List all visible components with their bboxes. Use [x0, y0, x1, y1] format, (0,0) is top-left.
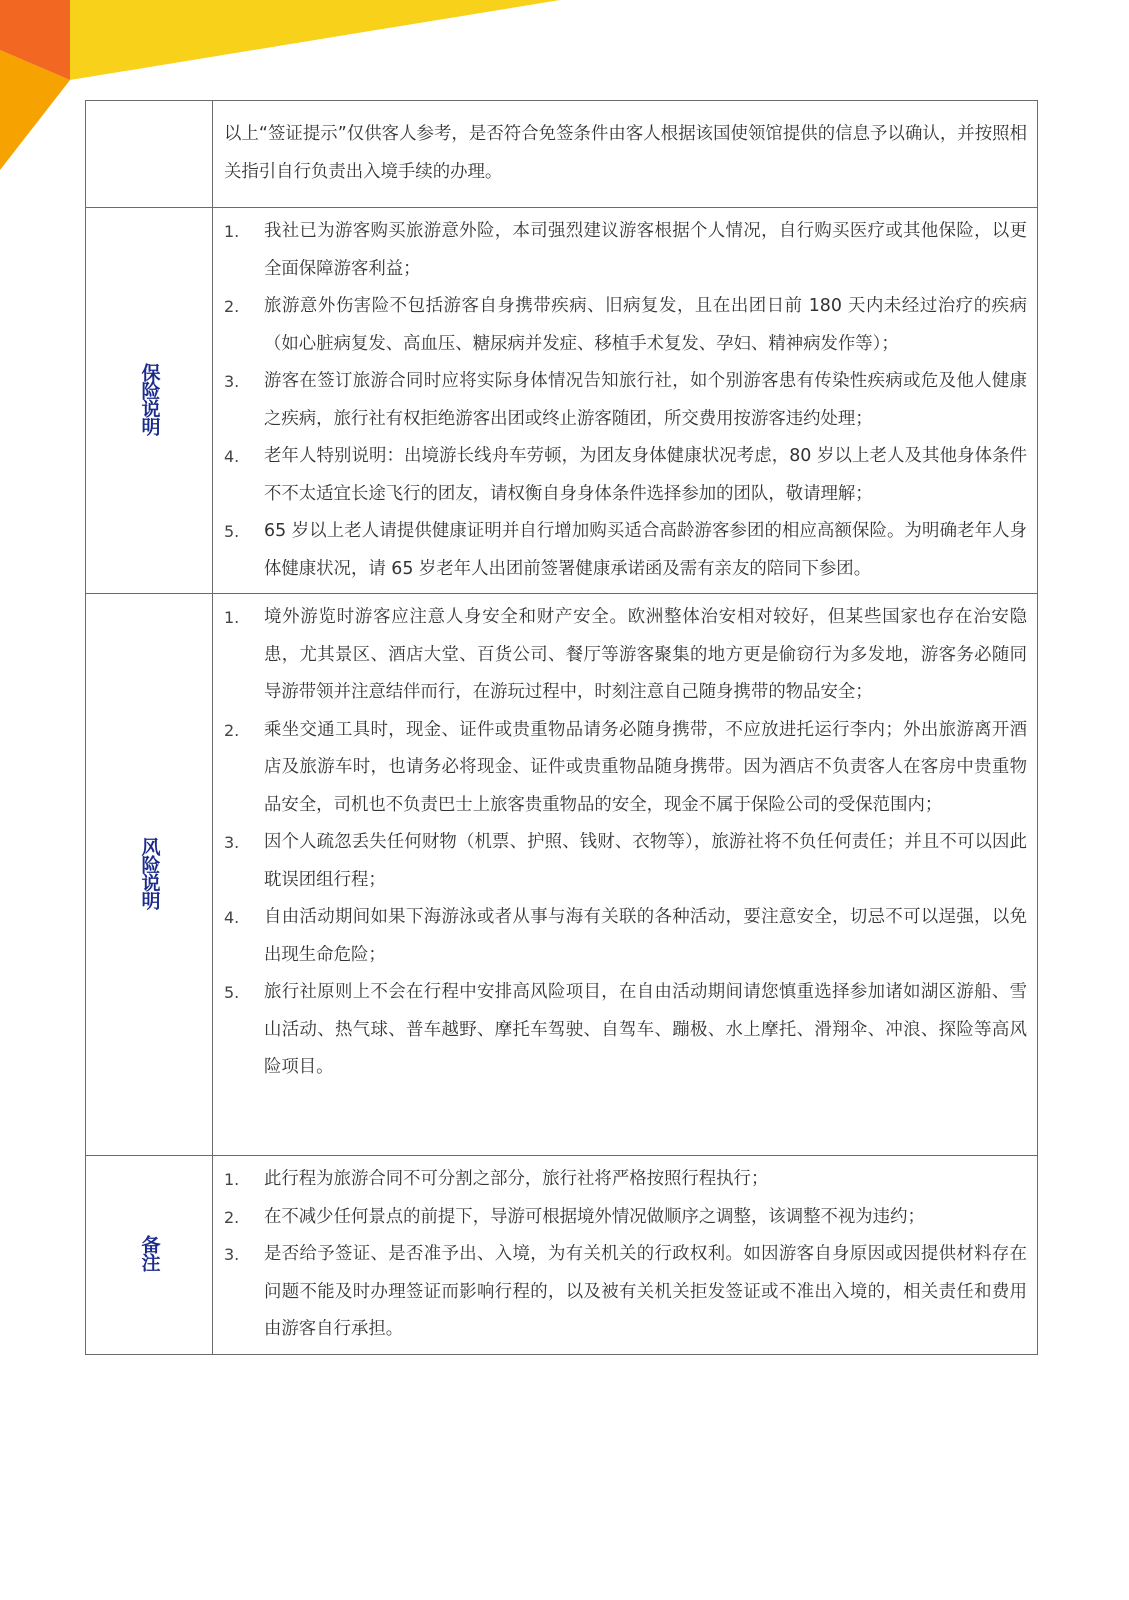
list-item	[224, 513, 1027, 588]
item-number: 2.	[224, 1207, 240, 1227]
item-number: 4.	[224, 447, 240, 466]
item-text: 自由活动期间如果下海游泳或者从事与海有关联的各种活动，要注意安全，切忌不可以逞强，以免出现生命危险；	[264, 907, 1027, 965]
risk-label-cell	[86, 594, 213, 1156]
item-number: 1.	[224, 608, 240, 627]
list-item	[224, 288, 1027, 363]
list-item	[224, 1199, 1027, 1237]
list-item	[224, 1236, 1027, 1349]
insurance-label-cell	[86, 208, 213, 594]
deco-orange-shape	[0, 50, 70, 170]
item-number: 4.	[224, 908, 240, 927]
list-item	[224, 363, 1027, 438]
item-number: 1.	[224, 222, 240, 241]
item-number: 1.	[224, 1170, 240, 1189]
list-item	[224, 213, 1027, 288]
item-text: 此行程为旅游合同不可分割之部分，旅行社将严格按照行程执行；	[264, 1169, 769, 1189]
item-text: 旅行社原则上不会在行程中安排高风险项目，在自由活动期间请您慎重选择参加诸如湖区游船、雪山活动、热气球、普车越野、摩托车驾驶、自驾车、蹦极、水上摩托、滑翔伞、冲浪、探险等高风险项目。	[264, 982, 1027, 1077]
insurance-section-label: 保险说明	[138, 362, 161, 435]
item-text: 境外游览时游客应注意人身安全和财产安全。欧洲整体治安相对较好，但某些国家也存在治安隐患，尤其景区、酒店大堂、百货公司、餐厅等游客聚集的地方更是偷窃行为多发地，游客务必随同导游带领并注意结伴而行，在游玩过程中，时刻注意自己随身携带的物品安全；	[264, 607, 1027, 702]
item-number: 3.	[224, 833, 240, 852]
remarks-section-row	[86, 1156, 1038, 1355]
item-number: 2.	[224, 720, 240, 740]
item-text: 在不减少任何景点的前提下，导游可根据境外情况做顺序之调整，该调整不视为违约；	[264, 1206, 925, 1227]
item-text: 因个人疏忽丢失任何财物（机票、护照、钱财、衣物等），旅游社将不负任何责任；并且不可以因此耽误团组行程；	[264, 832, 1027, 890]
list-item	[224, 1161, 1027, 1199]
visa-note-label-cell	[86, 101, 213, 208]
item-text: 是否给予签证、是否准予出、入境，为有关机关的行政权利。如因游客自身原因或因提供材料存在问题不能及时办理签证而影响行程的，以及被有关机关拒发签证或不准出入境的，相关责任和费用由游客自行承担。	[264, 1244, 1027, 1339]
visa-note-row	[86, 101, 1038, 208]
remarks-section-label: 备注	[138, 1234, 161, 1271]
visa-note-text: 以上“签证提示”仅供客人参考，是否符合免签条件由客人根据该国使领馆提供的信息予以确认，并按照相关指引自行负责出入境手续的办理。	[224, 124, 1027, 182]
item-number: 3.	[224, 372, 240, 391]
item-text: 旅游意外伤害险不包括游客自身携带疾病、旧病复发，且在出团日前 180 天内未经过治疗的疾病（如心脏病复发、高血压、糖尿病并发症、移植手术复发、孕妇、精神病发作等）；	[264, 296, 1027, 354]
insurance-content-cell	[213, 208, 1038, 594]
item-text: 老年人特别说明：出境游长线舟车劳顿，为团友身体健康状况考虑，80 岁以上老人及其他身体条件不不太适宜长途飞行的团友，请权衡自身身体条件选择参加的团队，敬请理解；	[264, 446, 1027, 504]
item-text: 65 岁以上老人请提供健康证明并自行增加购买适合高龄游客参团的相应高额保险。为明确老年人身体健康状况，请 65 岁老年人出团前签署健康承诺函及需有亲友的陪同下参团。	[264, 521, 1027, 579]
list-item	[224, 712, 1027, 825]
deco-yellow-shape	[60, 0, 560, 80]
list-item	[224, 438, 1027, 513]
remarks-label-cell	[86, 1156, 213, 1355]
item-text: 乘坐交通工具时，现金、证件或贵重物品请务必随身携带，不应放进托运行李内；外出旅游离开酒店及旅游车时，也请务必将现金、证件或贵重物品随身携带。因为酒店不负责客人在客房中贵重物品安全，司机也不负责巴士上旅客贵重物品的安全，现金不属于保险公司的受保范围内；	[264, 719, 1027, 815]
risk-section-label: 风险说明	[138, 836, 161, 909]
risk-content-cell	[213, 594, 1038, 1156]
insurance-section-row	[86, 208, 1038, 594]
list-item	[224, 599, 1027, 712]
remarks-content-cell	[213, 1156, 1038, 1355]
item-number: 2.	[224, 297, 240, 316]
item-text: 游客在签订旅游合同时应将实际身体情况告知旅行社，如个别游客患有传染性疾病或危及他人健康之疾病，旅行社有权拒绝游客出团或终止游客随团，所交费用按游客违约处理；	[264, 371, 1027, 429]
visa-note-content-cell	[213, 101, 1038, 208]
risk-section-row	[86, 594, 1038, 1156]
list-item	[224, 824, 1027, 899]
notes-table	[85, 100, 1038, 1355]
item-text: 我社已为游客购买旅游意外险，本司强烈建议游客根据个人情况，自行购买医疗或其他保险，以更全面保障游客利益；	[264, 221, 1027, 279]
item-number: 5.	[224, 522, 240, 541]
list-item	[224, 974, 1027, 1087]
item-number: 3.	[224, 1245, 240, 1264]
list-item	[224, 899, 1027, 974]
item-number: 5.	[224, 983, 240, 1002]
deco-red-shape	[0, 0, 70, 80]
